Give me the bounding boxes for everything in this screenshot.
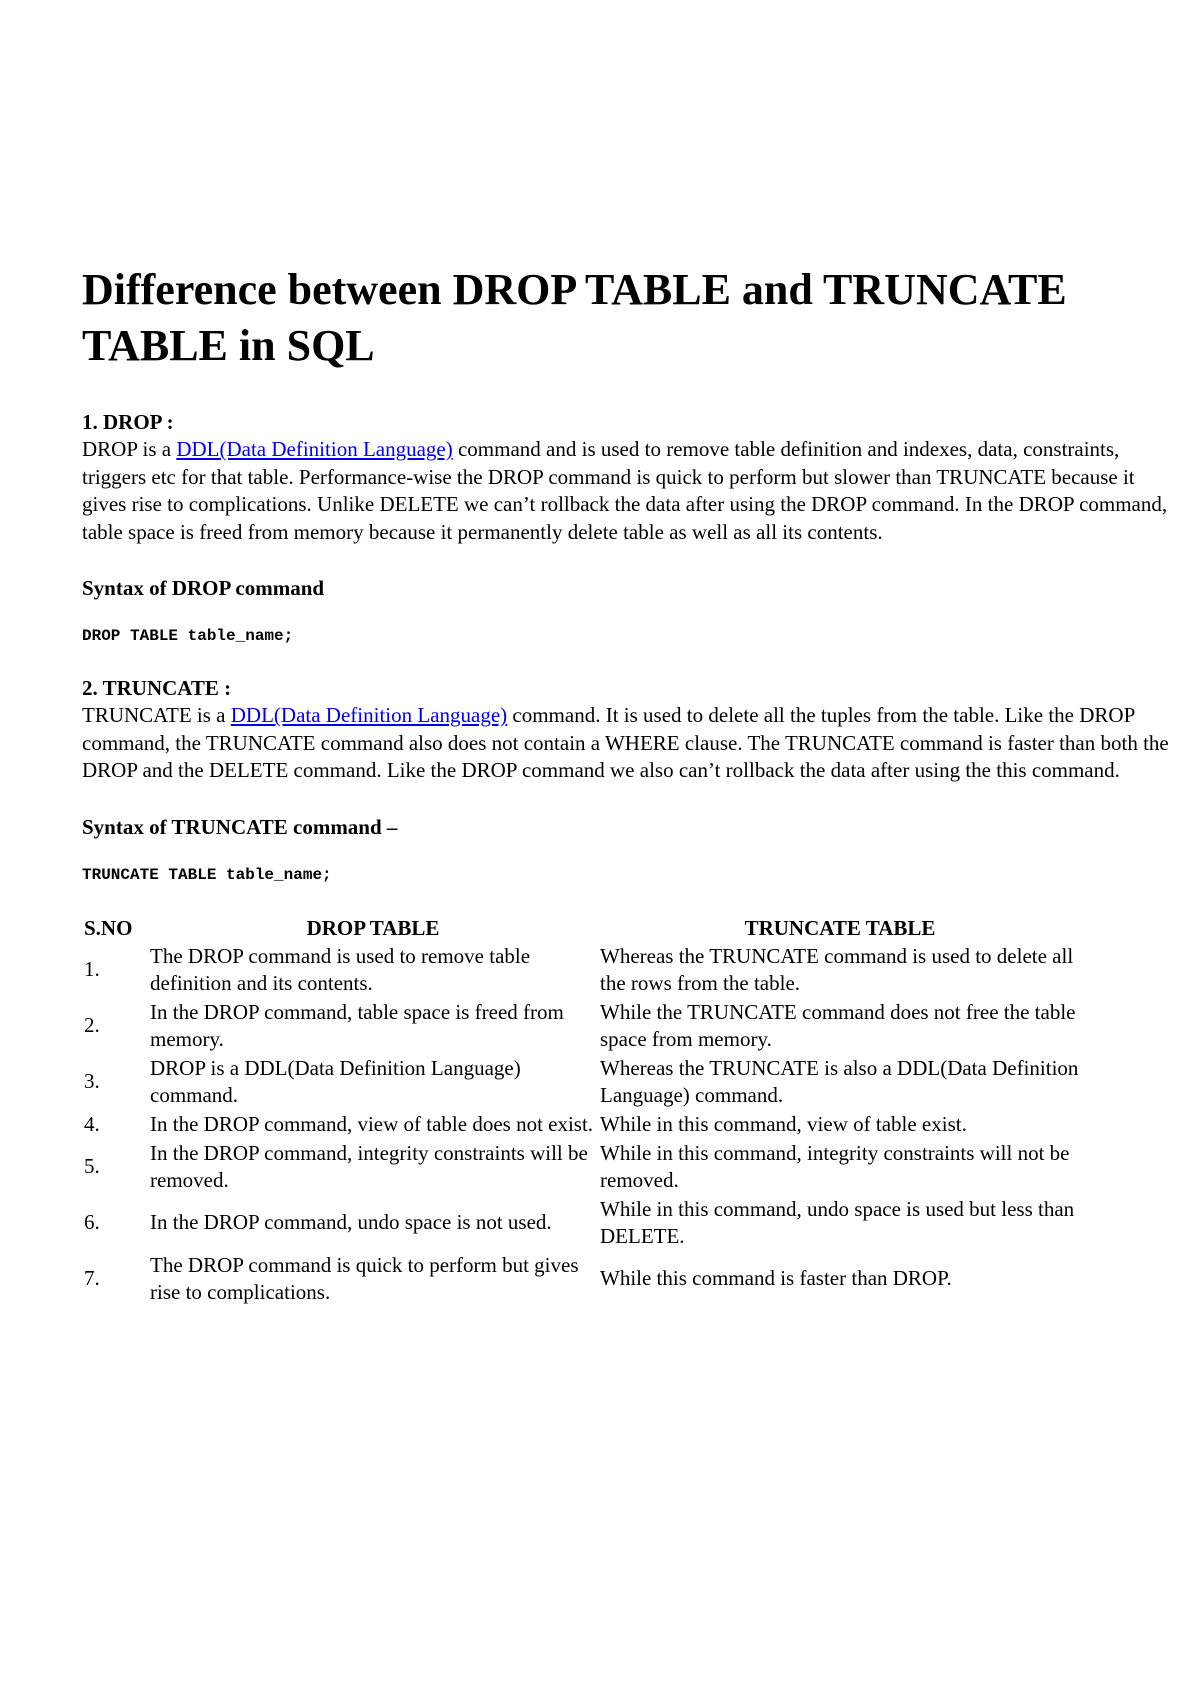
drop-cell: In the DROP command, table space is freed from memory. (150, 999, 564, 1051)
drop-section (82, 408, 1182, 648)
row-number: 3. (84, 1069, 100, 1093)
truncate-ddl-link[interactable]: DDL(Data Definition Language) (230, 703, 508, 727)
drop-text-before-link: DROP is a (82, 437, 177, 461)
table-row (82, 1140, 1082, 1196)
header-drop-table: DROP TABLE (306, 915, 440, 940)
row-number: 6. (84, 1210, 100, 1234)
drop-ddl-link[interactable]: DDL(Data Definition Language) (176, 437, 453, 461)
document-page (82, 262, 1182, 1308)
drop-cell: The DROP command is used to remove table definition and its contents. (150, 943, 531, 995)
row-number: 5. (84, 1154, 100, 1178)
drop-text-after-link: command and is used to remove table definition and indexes, data, constraints, triggers etc for that table. Performance-wise the DROP command is quick to perform but slower than TRUNCATE because it gives rise to complications. Unlike DELETE we can’t rollback the data after using the DROP command. In the DROP command, table space is freed from memory because it permanently delete table as well as all its contents. (82, 437, 1168, 544)
truncate-syntax-code: TRUNCATE TABLE table_name; (82, 865, 332, 884)
page-title: Difference between DROP TABLE and TRUNCATE TABLE in SQL (82, 265, 1067, 370)
truncate-syntax-heading: Syntax of TRUNCATE command – (82, 814, 398, 839)
truncate-cell: While in this command, view of table exist. (600, 1111, 967, 1136)
row-number: 4. (84, 1111, 100, 1136)
truncate-cell: While in this command, integrity constraints will not be removed. (600, 1140, 1070, 1192)
header-truncate-table: TRUNCATE TABLE (744, 915, 936, 940)
drop-cell: In the DROP command, undo space is not used. (150, 1210, 552, 1234)
table-row (82, 1252, 1082, 1308)
truncate-heading: 2. TRUNCATE : (82, 676, 232, 700)
table-row (82, 1196, 1082, 1252)
drop-cell: The DROP command is quick to perform but gives rise to complications. (150, 1252, 579, 1304)
drop-syntax-code: DROP TABLE table_name; (82, 627, 294, 645)
truncate-text-before-link: TRUNCATE is a (82, 703, 231, 727)
truncate-cell: Whereas the TRUNCATE is also a DDL(Data Definition Language) command. (600, 1055, 1079, 1107)
drop-heading: 1. DROP : (82, 410, 174, 434)
drop-cell: In the DROP command, integrity constraints will be removed. (150, 1140, 588, 1192)
row-number: 2. (84, 1013, 100, 1037)
table-row (82, 1055, 1082, 1111)
truncate-cell: While in this command, undo space is used but less than DELETE. (600, 1196, 1075, 1248)
drop-cell: DROP is a DDL(Data Definition Language) command. (150, 1055, 521, 1107)
truncate-cell: While the TRUNCATE command does not free the table space from memory. (600, 999, 1076, 1051)
header-sno: S.NO (84, 915, 133, 940)
table-row (82, 943, 1082, 999)
drop-cell: In the DROP command, view of table does not exist. (150, 1111, 594, 1136)
drop-syntax-heading: Syntax of DROP command (82, 576, 325, 600)
truncate-cell: While this command is faster than DROP. (600, 1266, 952, 1290)
truncate-section (82, 674, 1182, 887)
row-number: 7. (84, 1266, 100, 1290)
table-row (82, 1111, 1082, 1140)
row-number: 1. (84, 957, 100, 981)
comparison-table (82, 913, 1082, 1308)
truncate-text-after-link: command. It is used to delete all the tuples from the table. Like the DROP command, the TRUNCATE command also does not contain a WHERE clause. The TRUNCATE command is faster than both the DROP and the DELETE command. Like the DROP command we also can’t rollback the data after using the this command. (82, 703, 1169, 782)
truncate-cell: Whereas the TRUNCATE command is used to delete all the rows from the table. (600, 943, 1074, 995)
table-row (82, 999, 1082, 1055)
drop-description (82, 436, 1182, 546)
truncate-description (82, 702, 1182, 785)
table-header-row (82, 913, 1082, 943)
